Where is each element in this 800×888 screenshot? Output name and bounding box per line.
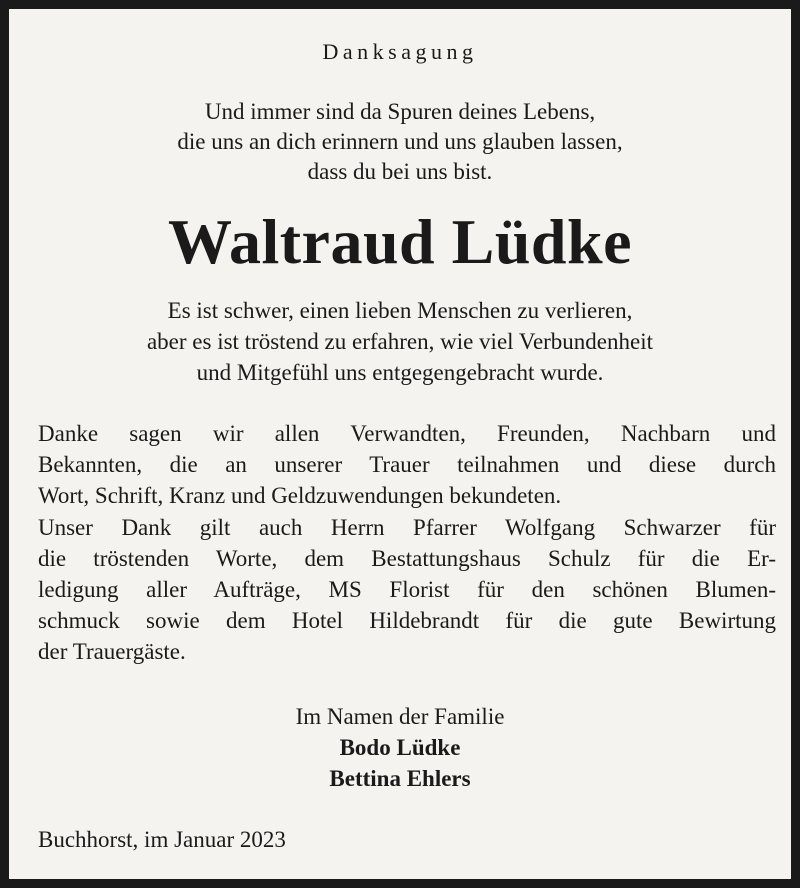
notice-heading: Danksagung xyxy=(322,39,478,64)
place-and-date: Buchhorst, im Januar 2023 xyxy=(38,827,286,852)
quote-line: und Mitgefühl uns entgegengebracht wurde. xyxy=(196,360,604,385)
family-signoff xyxy=(9,701,791,794)
verse-line: Und immer sind da Spuren deines Lebens, xyxy=(204,99,596,124)
body-line: Bekannten, die an unserer Trauer teilnahmen und diese durch xyxy=(38,452,776,478)
signoff-intro: Im Namen der Familie xyxy=(295,704,505,729)
signer-name: Bettina Ehlers xyxy=(329,766,471,791)
verse-line: die uns an dich erinnern und uns glauben lassen, xyxy=(177,129,623,154)
body-line: schmuck sowie dem Hotel Hildebrandt für die gute Bewirtung xyxy=(38,608,776,634)
body-line: der Trauergäste. xyxy=(38,639,186,665)
body-line: die tröstenden Worte, dem Bestattungshaus Schulz für die Er- xyxy=(38,545,776,571)
body-line: Wort, Schrift, Kranz und Geldzuwendungen bekundeten. xyxy=(38,483,562,509)
signer-name: Bodo Lüdke xyxy=(339,735,461,760)
quote-line: aber es ist tröstend zu erfahren, wie viel Verbundenheit xyxy=(146,329,654,354)
thanks-paragraph xyxy=(38,418,776,668)
quote-line: Es ist schwer, einen lieben Menschen zu verlieren, xyxy=(167,298,633,323)
deceased-name: Waltraud Lüdke xyxy=(167,206,633,277)
verse-line: dass du bei uns bist. xyxy=(307,159,493,184)
consolation-quote xyxy=(9,295,791,388)
memorial-verse xyxy=(9,97,791,187)
body-line: Unser Dank gilt auch Herrn Pfarrer Wolfgang Schwarzer für xyxy=(38,514,776,540)
body-line: ledigung aller Aufträge, MS Florist für den schönen Blumen- xyxy=(38,577,776,603)
body-line: Danke sagen wir allen Verwandten, Freunden, Nachbarn und xyxy=(38,421,776,446)
